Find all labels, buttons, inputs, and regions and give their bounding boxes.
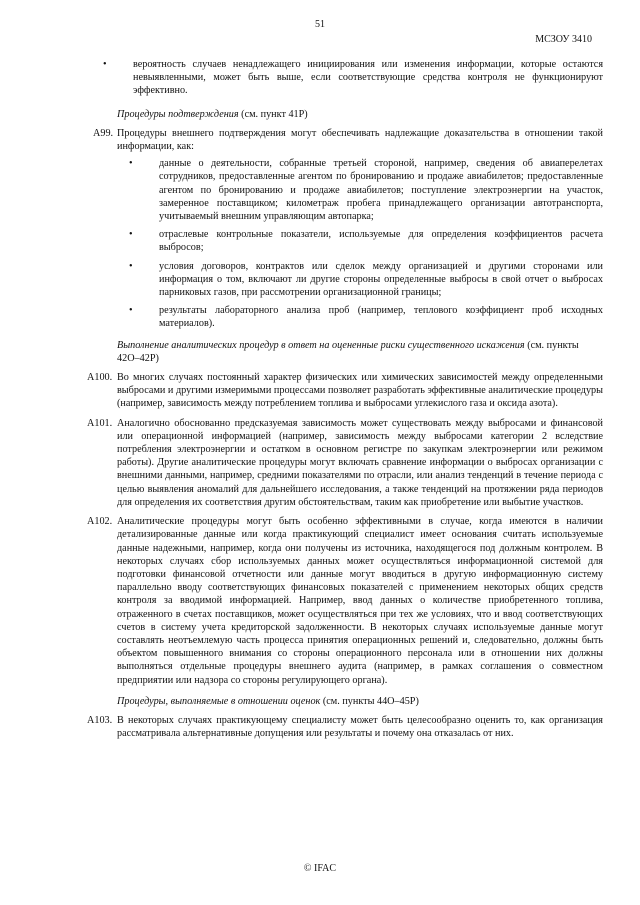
bullet-text: вероятность случаев ненадлежащего инициирования или изменения информации, которые остаются невыявленными, может быть выше, если соответствующие средства контроля не функционируют эффективно. (133, 59, 603, 97)
bullet-icon: • (129, 229, 133, 241)
page-number: 51 (315, 19, 325, 30)
list-item (87, 228, 603, 254)
intro-bullet-list (81, 58, 603, 98)
section-heading-italic: Выполнение аналитических процедур в ответ на оцененные риски существенного искажения (117, 339, 525, 351)
bullet-icon: • (103, 59, 107, 70)
paragraph: A100. Во многих случаях постоянный характер физических или химических зависимостей между определенными выбросами и другими измеримыми процессами позволяет разработать эффективные аналитические процедуры (например, зависимость между потреблением топлива и выбросами углекислого газа и оксида азота). (87, 372, 603, 410)
section-heading (117, 695, 603, 708)
bullet-icon: • (129, 305, 133, 317)
standard-code: МСЗОУ 3410 (535, 34, 592, 45)
paragraph: A103. В некоторых случаях практикующему специалисту может быть целесообразно оценить то, как организация рассматривала альтернативные допущения или результаты и почему она отказалась от них. (87, 714, 603, 740)
list-item (87, 157, 603, 223)
paragraph-text: Аналитические процедуры могут быть особенно эффективными в случае, когда имеются в наличии детализированные данные или когда практикующий специалист имеет основания считать используемые данные надежными, например, когда они получены из источника, находящегося под должным контролем. В некоторых случаях сбор используемых данных может осуществляться информационной системой для подготовки финансовой отчетности или данные могут вводиться в другую информационную систему параллельно вводу соответствующих финансовых показателей с применением некоторых общих средств контроля за вводимой информацией. Например, ввод данных о количестве приобретенного топлива, отраженного в счетах поставщиков, может осуществляться при тех же условиях, что и ввод соответствующих счетов в систему учета кредиторской задолженности. В некоторых случаях используемые данные могут составлять неотъемлемую часть процесса принятия операционных решений и, следовательно, должны быть объектом повышенного внимания со стороны операционного персонала или в отношении них должны выполняться отдельные процедуры внешнего аудита (например, в рамках соглашения о совместном предприятии или надзора со стороны регулирующего органа). (117, 516, 603, 686)
list-item (87, 304, 603, 330)
paragraph: A99. Процедуры внешнего подтверждения могут обеспечивать надлежащие доказательства в отношении такой информации, как: (93, 127, 603, 153)
section-heading-ref: (см. пункты 44О–45Р) (320, 695, 419, 707)
paragraph-text: В некоторых случаях практикующему специалисту может быть целесообразно оценить то, как организация рассматривала альтернативные допущения или результаты и почему она отказалась от них. (117, 714, 603, 740)
copyright-footer: © IFAC (303, 863, 337, 874)
section-heading-ref: (см. пункт 41Р) (238, 108, 308, 120)
bullet-icon: • (129, 260, 133, 272)
paragraph: A102. Аналитические процедуры могут быть особенно эффективными в случае, когда имеются в наличии детализированные данные или когда практикующий специалист имеет основания считать используемые данные надежными, например, когда они получены из источника, находящегося под должным контролем. В некоторых случаях сбор используемых данных может осуществляться информационной системой для подготовки финансовой отчетности или данные могут вводиться в другую информационную систему параллельно вводу соответствующих финансовых показателей с применением некоторых общих средств контроля за вводимой информацией. Например, ввод данных о количестве приобретенного топлива, отраженного в счетах поставщиков, может осуществляться при тех же условиях, что и ввод соответствующих счетов в систему учета кредиторской задолженности. В некоторых случаях используемые данные могут составлять неотъемлемую часть процесса принятия операционных решений и, следовательно, должны быть объектом повышенного внимания со стороны операционного персонала или в отношении них должны выполняться отдельные процедуры внешнего аудита (например, в рамках соглашения о совместном предприятии или надзора со стороны регулирующего органа). (87, 516, 603, 686)
bullet-list (87, 157, 603, 330)
section-heading-italic: Процедуры подтверждения (117, 108, 239, 120)
section-heading-ref: (см. пункты 42О–42Р) (117, 339, 579, 364)
bullet-text: данные о деятельности, собранные третьей стороной, например, сведения об авиаперелетах сотрудников, предоставленные агентом по бронированию и продаже авиабилетов; предоставленные агентом по бронированию и продаже авиабилетов; поступление электроэнергии на участок, замеренное поставщиком; километраж пробега принадлежащего организации автотранспорта, учитываемый внешним управляющим автопарка; (159, 158, 603, 223)
paragraph-text: Во многих случаях постоянный характер физических или химических зависимостей между определенными выбросами и другими измеримыми процессами позволяет разработать эффективные аналитические процедуры (например, зависимость между потреблением топлива и выбросами углекислого газа и оксида азота). (117, 372, 603, 410)
bullet-text: условия договоров, контрактов или сделок между организацией и другими сторонами или информация о том, включают ли другие стороны определенные выбросы в свой отчет о выбросах парниковых газов, при рассмотрении организационной границы; (159, 260, 603, 299)
section-heading (117, 339, 603, 365)
bullet-text: результаты лабораторного анализа проб (например, теплового коэффициент проб исходных материалов). (159, 305, 603, 330)
section-heading (117, 108, 603, 121)
bullet-text: отраслевые контрольные показатели, используемые для определения коэффициентов расчета выбросов; (159, 229, 603, 254)
paragraph-text: Аналогично обоснованно предсказуемая зависимость может существовать между выбросами и финансовой или операционной информацией (например, зависимость между выбросами категории 2 вследствие потребления электроэнергии и остатком в основном регистре по закупкам электроэнергии или режимом работы). Другие аналитические процедуры могут включать сравнение информации о выбросах организации с внешними данными, например, средними показателями по отрасли, или анализ тенденций в течение периода с целью выявления аномалий для дальнейшего исследования, а также тенденций на протяжении ряда периодов для определения их соответствия другим обстоятельствам, таким как приобретение или выбытие участков. (117, 417, 603, 508)
paragraph-text: Процедуры внешнего подтверждения могут обеспечивать надлежащие доказательства в отношении такой информации, как: (117, 127, 603, 153)
document-body (87, 58, 603, 740)
list-item (81, 58, 603, 98)
section-heading-italic: Процедуры, выполняемые в отношении оценок (117, 695, 321, 707)
paragraph: A101. Аналогично обоснованно предсказуемая зависимость может существовать между выбросами и финансовой или операционной информацией (например, зависимость между выбросами категории 2 вследствие потребления электроэнергии и остатком в основном регистре по закупкам электроэнергии или режимом работы). Другие аналитические процедуры могут включать сравнение информации о выбросах организации с внешними данными, например, средними показателями по отрасли, или анализ тенденций в течение периода с целью выявления аномалий для дальнейшего исследования, а также тенденций на протяжении ряда периодов для определения их соответствия другим обстоятельствам, таким как приобретение или выбытие участков. (87, 417, 603, 508)
bullet-icon: • (129, 158, 133, 170)
list-item (87, 260, 603, 300)
